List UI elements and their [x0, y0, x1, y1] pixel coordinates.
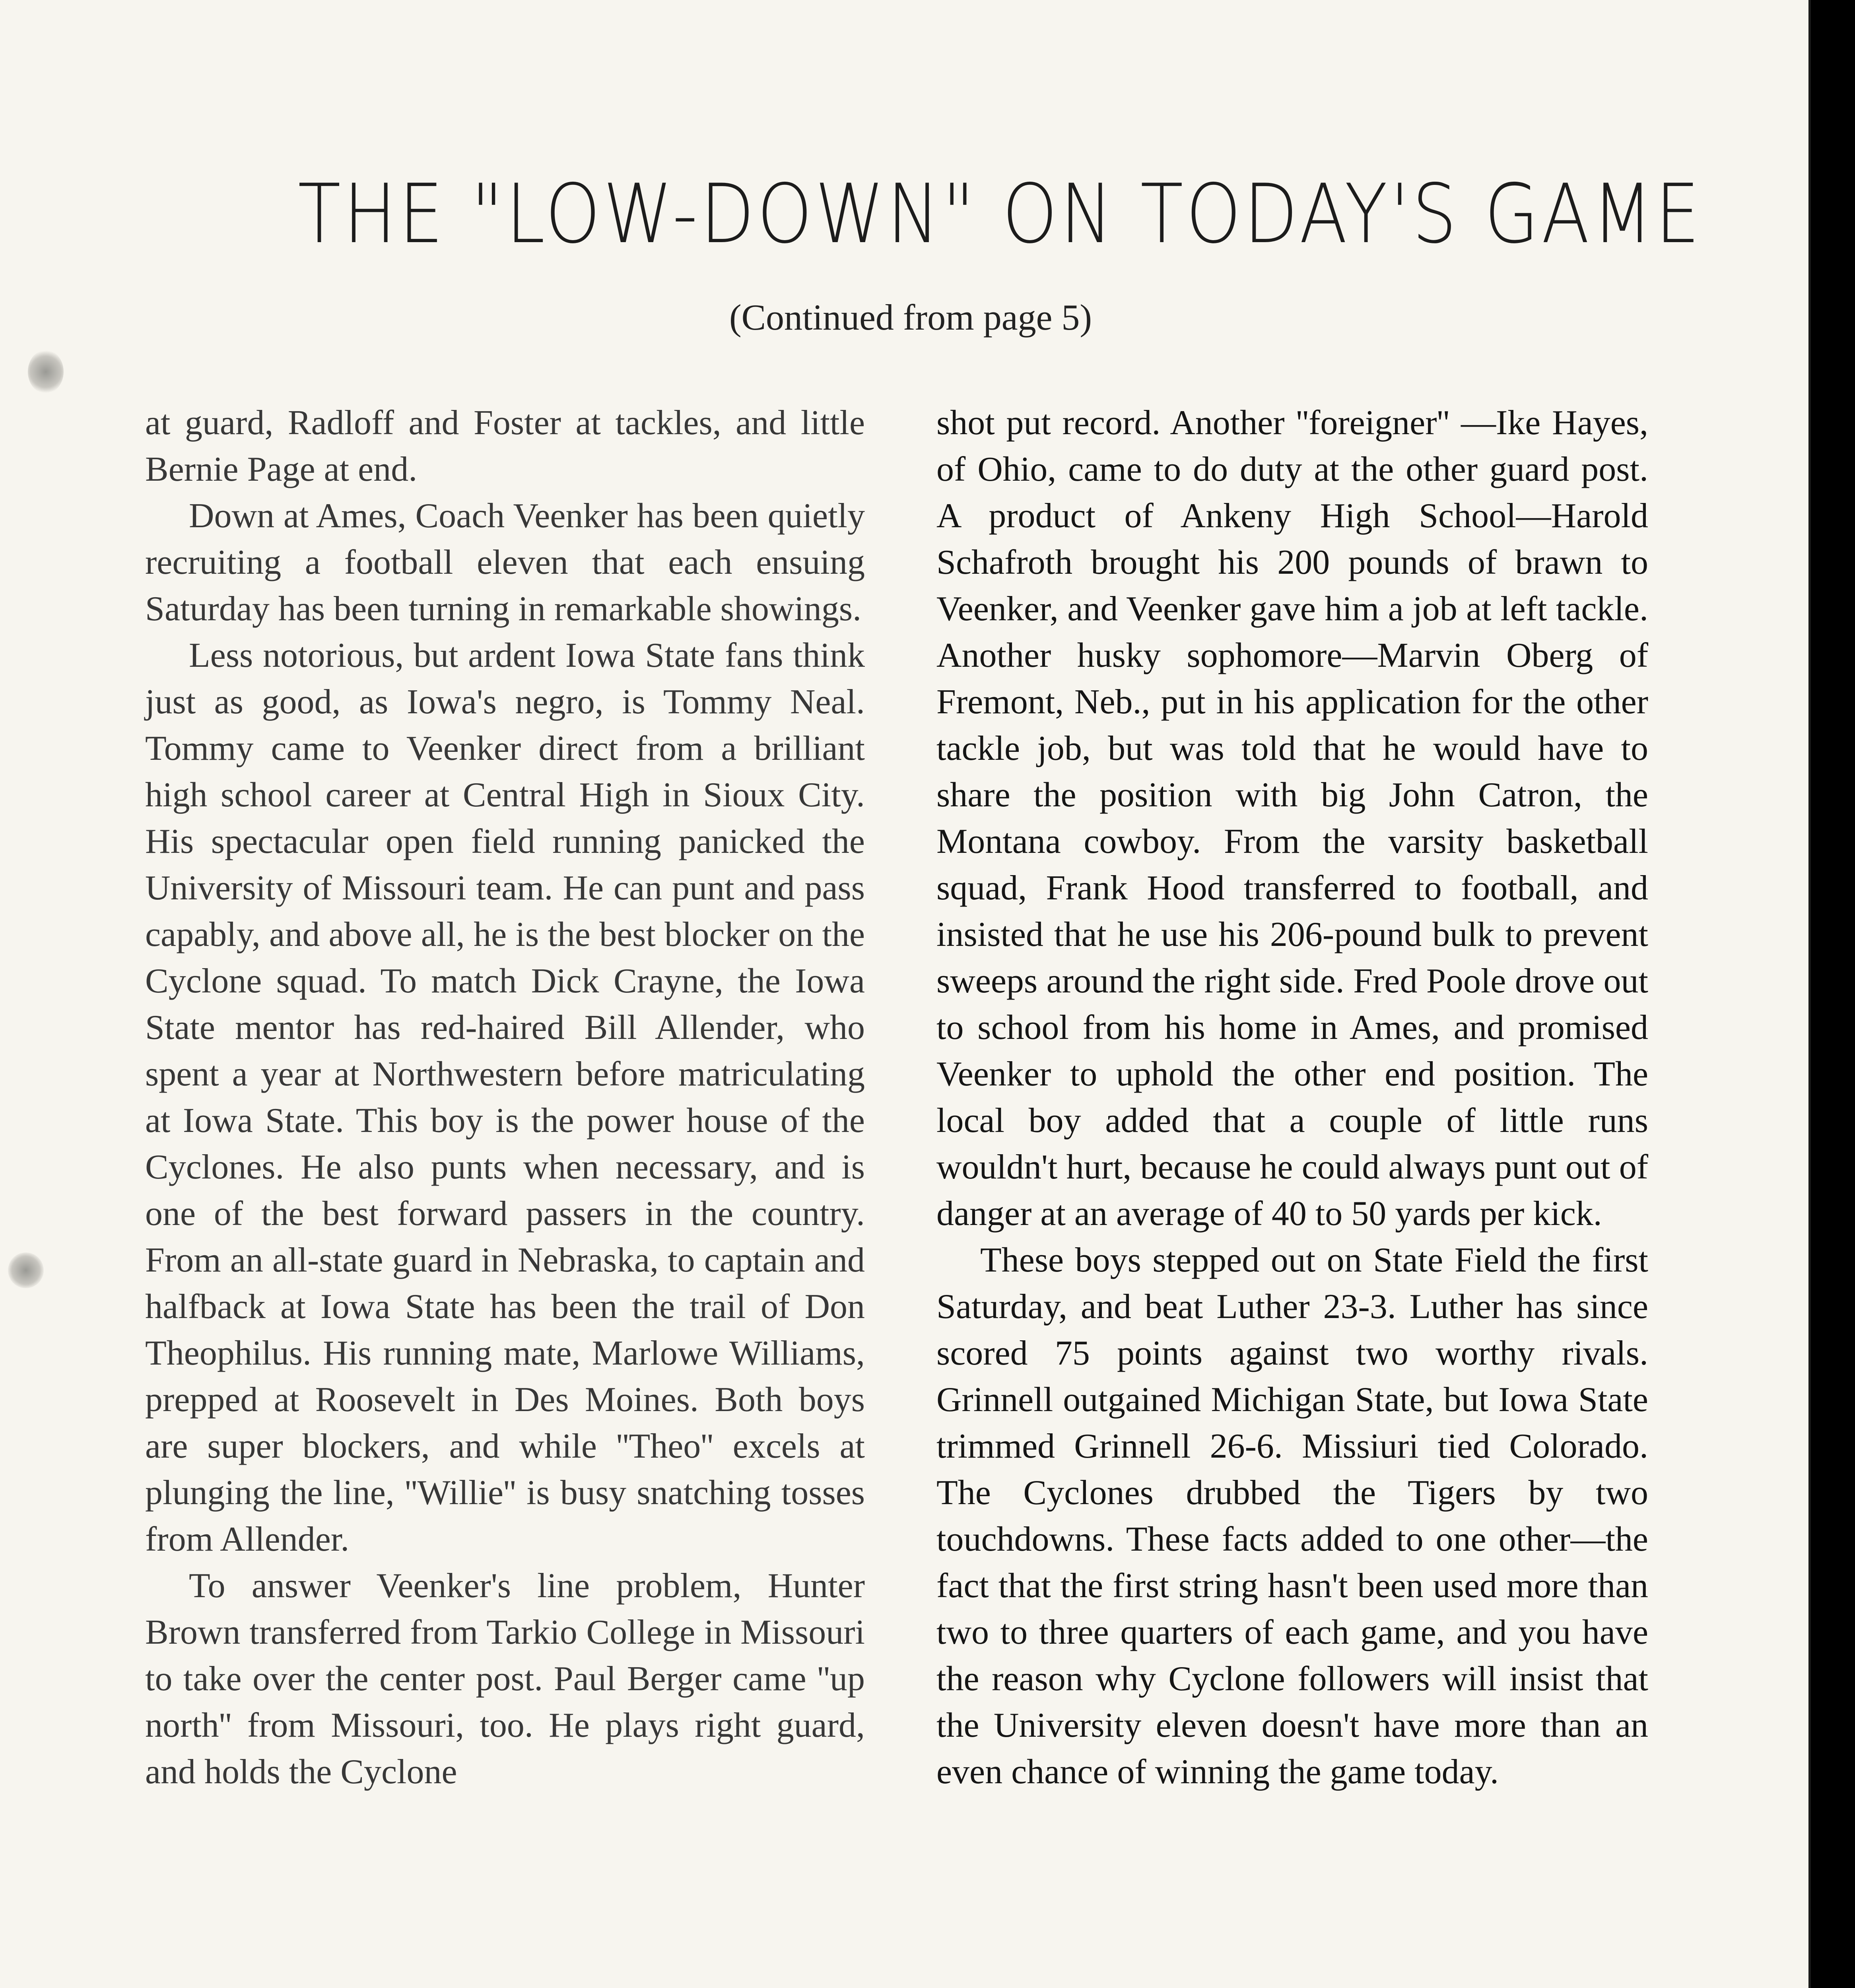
- left-column: [145, 400, 865, 1795]
- paragraph: Less notorious, but ardent Iowa State fans think just as good, as Iowa's negro, is Tommy Neal. Tommy came to Veenker direct from a brilliant high school career at Central High in Sioux City. His spectacular open field running panicked the University of Missouri team. He can punt and pass capably, and above all, he is the best blocker on the Cyclone squad. To match Dick Crayne, the Iowa State mentor has red-haired Bill Allender, who spent a year at Northwestern before matriculating at Iowa State. This boy is the power house of the Cyclones. He also punts when necessary, and is one of the best forward passers in the country. From an all-state guard in Nebraska, to captain and halfback at Iowa State has been the trail of Don Theophilus. His running mate, Marlowe Williams, prepped at Roosevelt in Des Moines. Both boys are super blockers, and while ''Theo'' excels at plunging the line, ''Willie'' is busy snatching tosses from Allender.: [145, 636, 865, 1559]
- page-smudge: [8, 1252, 44, 1288]
- paragraph: shot put record. Another ''foreigner'' —Ike Hayes, of Ohio, came to do duty at the other guard post. A product of Ankeny High School—Harold Schafroth brought his 200 pounds of brawn to Veenker, and Veenker gave him a job at left tackle. Another husky sophomore—Marvin Oberg of Fremont, Neb., put in his application for the other tackle job, but was told that he would have to share the position with big John Catron, the Montana cowboy. From the varsity basketball squad, Frank Hood transferred to football, and insisted that he use his 206-pound bulk to prevent sweeps around the right side. Fred Poole drove out to school from his home in Ames, and promised Veenker to uphold the other end position. The local boy added that a couple of little runs wouldn't hurt, because he could always punt out of danger at an average of 40 to 50 yards per kick.: [936, 404, 1648, 1233]
- page-smudge: [28, 350, 64, 394]
- paragraph: To answer Veenker's line problem, Hunter Brown transferred from Tarkio College in Missouri to take over the center post. Paul Berger came ''up north'' from Missouri, too. He plays right guard, and holds the Cyclone: [145, 1567, 865, 1791]
- right-column: [936, 400, 1648, 1795]
- paragraph: These boys stepped out on State Field the first Saturday, and beat Luther 23-3. Luther has since scored 75 points against two worthy rivals. Grinnell outgained Michigan State, but Iowa State trimmed Grinnell 26-6. Missiuri tied Colorado. The Cyclones drubbed the Tigers by two touchdowns. These facts added to one other—the fact that the first string hasn't been used more than two to three quarters of each game, and you have the reason why Cyclone followers will insist that the University eleven doesn't have more than an even chance of winning the game today.: [936, 1241, 1648, 1791]
- continuation-note: (Continued from page 5): [729, 297, 1092, 338]
- paragraph: at guard, Radloff and Foster at tackles, and little Bernie Page at end.: [145, 404, 865, 489]
- paragraph: Down at Ames, Coach Veenker has been quietly recruiting a football eleven that each ensuing Saturday has been turning in remarkable showings.: [145, 497, 865, 628]
- article-title: THE "LOW-DOWN" ON TODAY'S GAME: [298, 167, 1703, 262]
